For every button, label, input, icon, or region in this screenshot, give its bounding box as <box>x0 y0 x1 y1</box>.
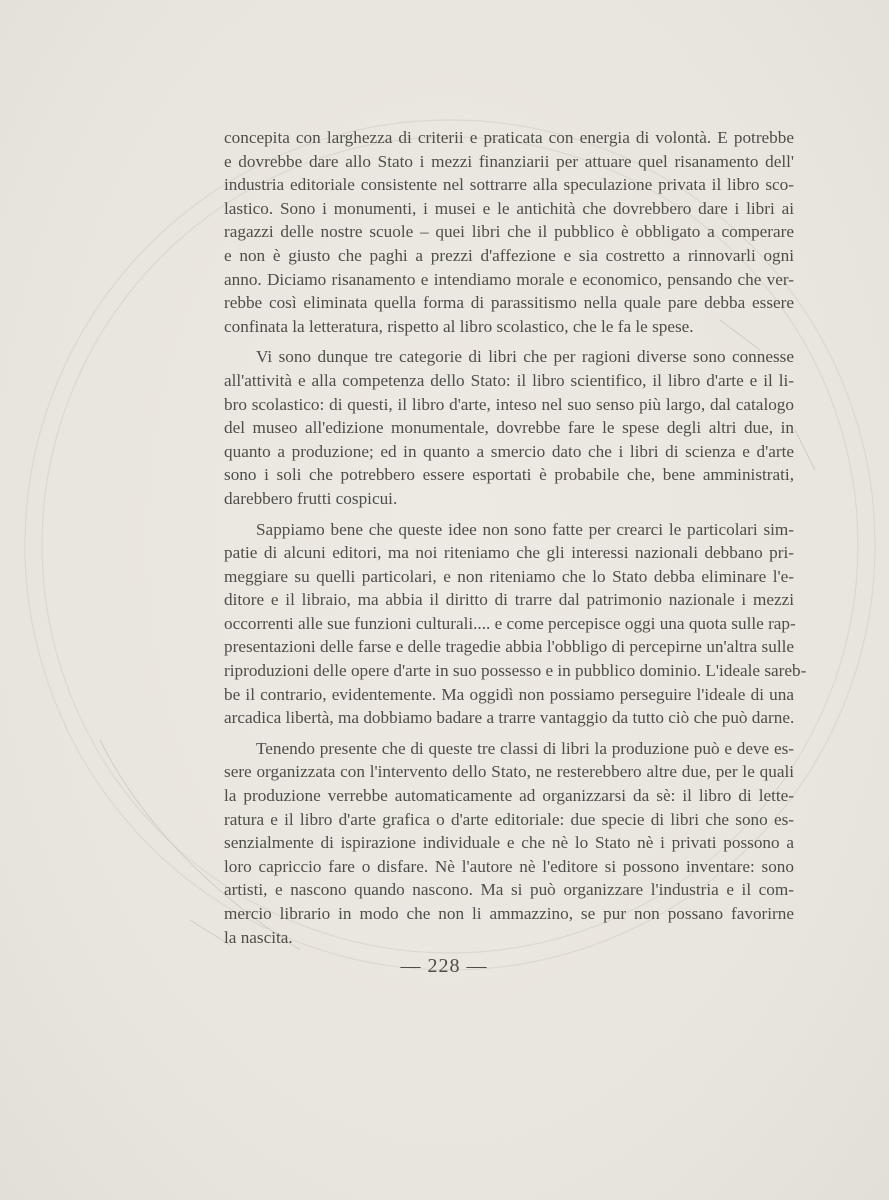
text-line: quanto a produzione; ed in quanto a smercio dato che i libri di scienza e d'arte <box>224 441 794 461</box>
text-line: sere organizzata con l'intervento dello Stato, ne resterebbero altre due, per le quali <box>224 762 794 782</box>
text-line: rebbe così eliminata quella forma di parassitismo nella quale pare debba essere <box>224 293 794 313</box>
text-line: all'attività e alla competenza dello Stato: il libro scientifico, il libro d'arte e il li- <box>224 370 794 390</box>
page-number: — 228 — <box>400 955 488 977</box>
text-line: loro capriccio fare o disfare. Nè l'autore nè l'editore si possono inventare: sono <box>224 856 794 876</box>
paragraph <box>224 345 794 510</box>
text-line: occorrenti alle sue funzioni culturali.... e come percepisce oggi una quota sulle rap- <box>224 613 796 633</box>
text-line: bro scolastico: di questi, il libro d'arte, inteso nel suo senso più largo, dal catalogo <box>224 394 794 414</box>
text-line: meggiare su quelli particolari, e non riteniamo che lo Stato debba eliminare l'e- <box>224 566 794 586</box>
text-line: ragazzi delle nostre scuole – quei libri che il pubblico è obbligato a comperare <box>224 222 794 242</box>
text-line: industria editoriale consistente nel sottrarre alla speculazione privata il libro sco- <box>224 175 794 195</box>
text-line: Sappiamo bene che queste idee non sono fatte per crearci le particolari sim- <box>256 519 794 539</box>
text-line: la nascita. <box>224 927 293 947</box>
text-line: presentazioni delle farse e delle tragedie abbia l'obbligo di percepirne un'altra sulle <box>224 637 794 657</box>
text-line: arcadica libertà, ma dobbiamo badare a trarre vantaggio da tutto ciò che può darne. <box>224 708 795 728</box>
text-line: sono i soli che potrebbero essere esportati è probabile che, bene amministrati, <box>224 465 794 485</box>
paragraph-gap <box>224 338 794 345</box>
watermark-stroke-2 <box>795 430 815 470</box>
text-line: e non è giusto che paghi a prezzi d'affezione e sia costretto a rinnovarli ogni <box>224 245 794 265</box>
text-line: senzialmente di ispirazione individuale e che nè lo Stato nè i privati possono a <box>224 833 794 853</box>
paragraph <box>224 518 807 730</box>
text-line: be il contrario, evidentemente. Ma oggidì non possiamo perseguire l'ideale di una <box>224 684 794 704</box>
text-line: ratura e il libro d'arte grafica o d'arte editoriale: due specie di libri che sono es- <box>224 809 794 829</box>
text-line: patie di alcuni editori, ma noi riteniamo che gli interessi nazionali debbano pri- <box>224 543 794 563</box>
text-line: anno. Diciamo risanamento e intendiamo morale e economico, pensando che ver- <box>224 269 794 289</box>
text-line: confinata la letteratura, rispetto al libro scolastico, che le fa le spese. <box>224 316 694 336</box>
text-line: lastico. Sono i monumenti, i musei e le antichità che dovrebbero dare i libri ai <box>224 198 794 218</box>
text-line: artisti, e nascono quando nascono. Ma si può organizzare l'industria e il com- <box>224 880 794 900</box>
paragraph-gap <box>224 730 794 737</box>
text-line: e dovrebbe dare allo Stato i mezzi finanziarii per attuare quel risanamento dell' <box>224 151 794 171</box>
text-line: concepita con larghezza di criterii e praticata con energia di volontà. E potrebbe <box>224 128 794 147</box>
text-line: ditore e il libraio, ma abbia il diritto di trarre dal patrimonio nazionale i mezzi <box>224 590 794 610</box>
text-line: del museo all'edizione monumentale, dovrebbe fare le spese degli altri due, in <box>224 418 794 438</box>
text-line: Tenendo presente che di queste tre classi di libri la produzione può e deve es- <box>256 738 794 758</box>
paragraph-gap <box>224 511 794 518</box>
body-text <box>224 126 807 949</box>
text-line: Vi sono dunque tre categorie di libri che per ragioni diverse sono connesse <box>256 347 794 367</box>
text-line: darebbero frutti cospicui. <box>224 488 398 508</box>
paragraph <box>224 737 794 949</box>
paragraph <box>224 126 794 338</box>
text-line: riproduzioni delle opere d'arte in suo possesso e in pubblico dominio. L'ideale sareb- <box>224 661 807 681</box>
text-line: mercio librario in modo che non li ammazzino, se pur non possano favorirne <box>224 904 794 923</box>
text-line: la produzione verrebbe automaticamente ad organizzarsi da sè: il libro di lette- <box>224 786 794 806</box>
